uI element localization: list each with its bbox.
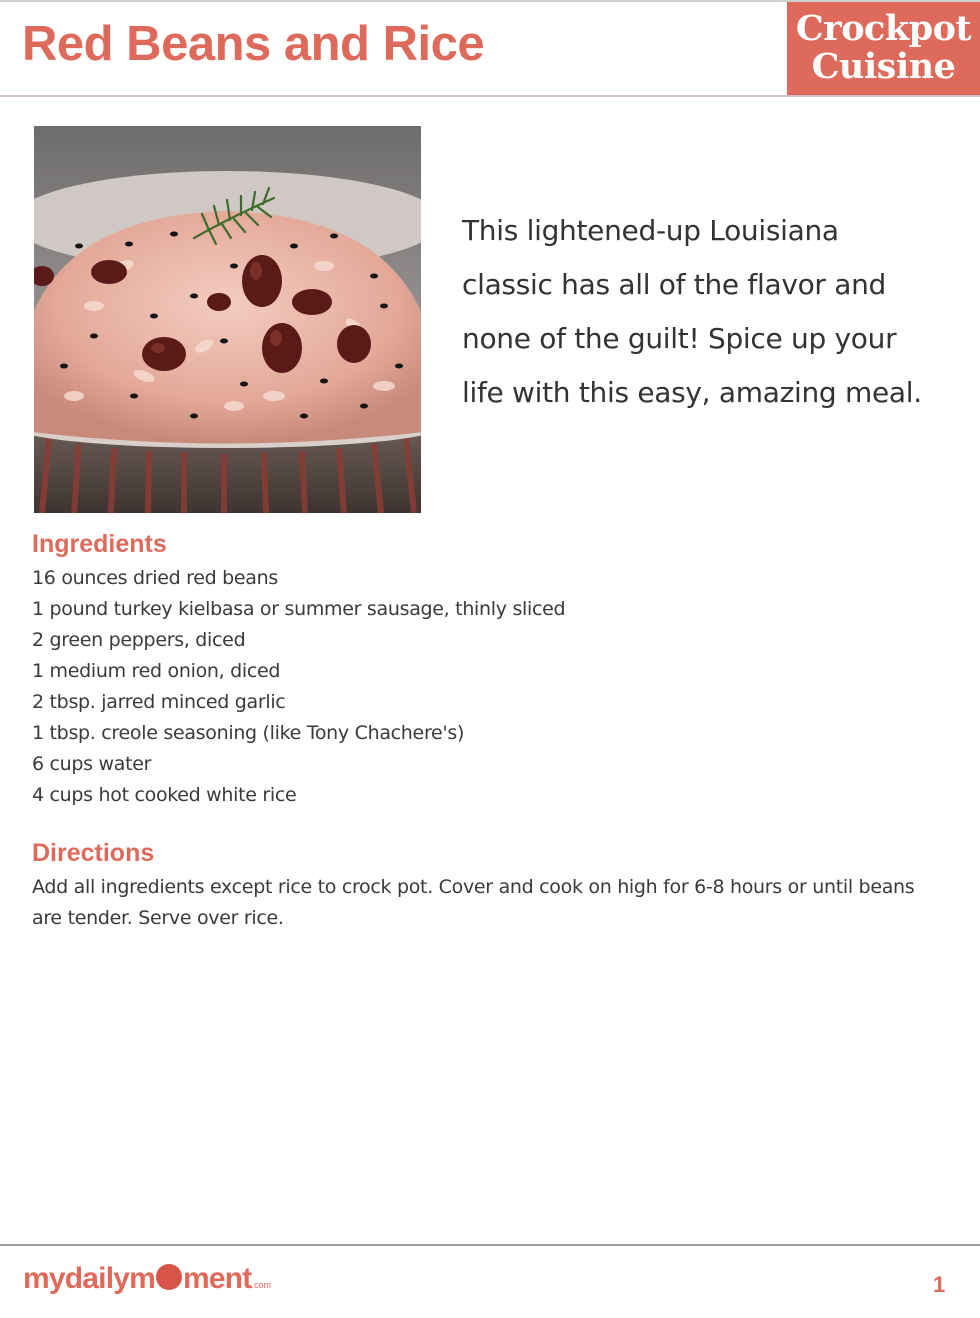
ingredient-item: 2 green peppers, diced	[32, 629, 246, 651]
mydailymoment-logo[interactable]	[23, 1262, 271, 1302]
footer-divider	[0, 1244, 980, 1246]
brand-badge	[787, 2, 980, 96]
header-divider	[0, 95, 980, 97]
logo-text-end: ment	[183, 1262, 252, 1295]
logo-dot-icon	[156, 1264, 182, 1290]
ingredient-item: 6 cups water	[32, 753, 152, 775]
ingredients-heading: Ingredients	[32, 530, 167, 558]
brand-line-2: Cuisine	[811, 46, 956, 87]
intro-line-1: This lightened-up Louisiana	[462, 214, 839, 247]
intro-line-4: life with this easy, amazing meal.	[462, 376, 922, 409]
logo-text-start: mydailym	[23, 1262, 155, 1295]
ingredient-item: 1 medium red onion, diced	[32, 660, 281, 682]
ingredient-item: 2 tbsp. jarred minced garlic	[32, 691, 286, 713]
page-title: Red Beans and Rice	[22, 17, 485, 71]
directions-text: Add all ingredients except rice to crock pot. Cover and cook on high for 6-8 hours or until beans are tender. Serve over rice.	[32, 876, 915, 929]
intro-line-2: classic has all of the flavor and	[462, 268, 887, 301]
ingredient-item: 1 pound turkey kielbasa or summer sausage, thinly sliced	[32, 598, 566, 620]
directions-heading: Directions	[32, 839, 155, 867]
ingredient-item: 1 tbsp. creole seasoning (like Tony Chachere's)	[32, 722, 465, 744]
page-number: 1	[933, 1272, 946, 1297]
intro-line-3: none of the guilt! Spice up your	[462, 322, 897, 355]
recipe-intro	[462, 204, 962, 420]
logo-suffix: .com	[251, 1280, 271, 1290]
recipe-photo	[34, 126, 421, 513]
ingredients-list	[32, 563, 565, 811]
ingredient-item: 16 ounces dried red beans	[32, 567, 278, 589]
brand-line-1: Crockpot	[795, 8, 972, 49]
ingredient-item: 4 cups hot cooked white rice	[32, 784, 297, 806]
